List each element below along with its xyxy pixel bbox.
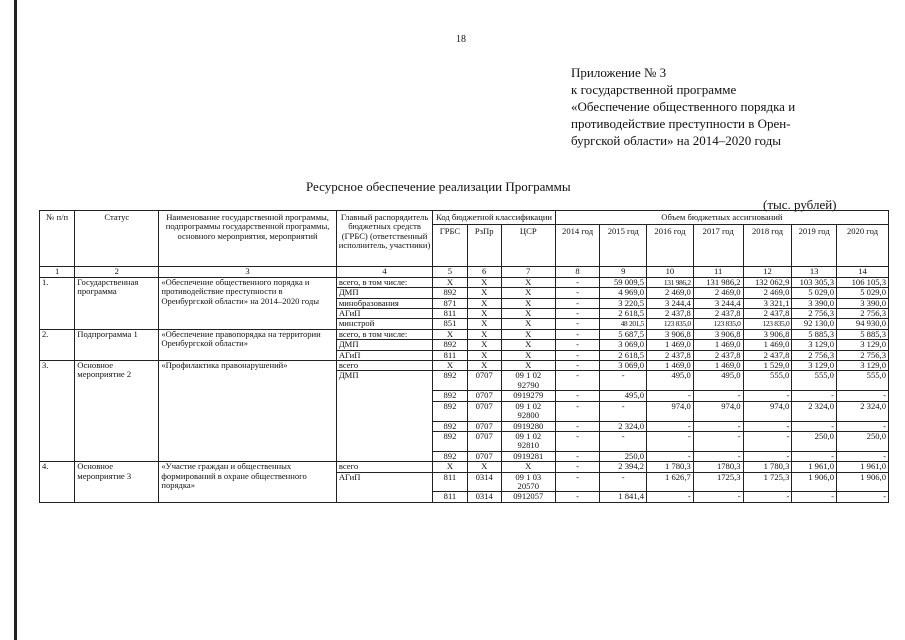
row-grbs: 811 [433,472,467,492]
row-csr: Х [501,298,555,308]
value-2017: 974,0 [693,401,743,421]
value-2016: - [647,451,694,461]
value-2014: - [555,472,600,492]
value-2020: - [836,492,888,502]
row-number: 1. [40,277,75,329]
header-year: 2018 год [743,225,792,267]
row-name: «Обеспечение общественного порядка и противодействие преступности в Оренбургской области» на 2014–2020 годы [159,277,336,329]
table-row [40,329,889,339]
value-2020: 1 961,0 [836,462,888,472]
row-rzpr: Х [467,319,501,329]
value-2015: 59 009,5 [600,277,647,287]
column-number: 3 [159,267,336,277]
row-rzpr: Х [467,350,501,360]
value-2018: 1 725,3 [743,472,792,492]
column-number: 4 [336,267,433,277]
appendix-line: к государственной программе [571,82,737,97]
value-2017: 2 437,8 [693,309,743,319]
header-status: Статус [75,211,159,267]
value-2014: - [555,340,600,350]
row-grbs: 892 [433,371,467,391]
row-rzpr: Х [467,277,501,287]
table-row [40,277,889,287]
row-rzpr: 0314 [467,492,501,502]
value-2016: 1 469,0 [647,340,694,350]
row-grbs: 892 [433,431,467,451]
column-number: 10 [647,267,694,277]
value-2017: 2 437,8 [693,350,743,360]
value-2019: 2 756,3 [792,350,837,360]
value-2016: 1 469,0 [647,361,694,371]
value-2017: 495,0 [693,371,743,391]
header-num: № п/п [40,211,75,267]
value-2020: 3 129,0 [836,361,888,371]
value-2018: 1 529,0 [743,361,792,371]
column-number: 2 [75,267,159,277]
value-2016: 2 437,8 [647,309,694,319]
value-2014: - [555,451,600,461]
value-2015: - [600,371,647,391]
header-row [40,211,889,225]
value-2014: - [555,298,600,308]
value-2014: - [555,492,600,502]
row-rzpr: 0707 [467,431,501,451]
value-2020: 3 390,0 [836,298,888,308]
value-2014: - [555,371,600,391]
row-grbs: 811 [433,350,467,360]
row-manager: АГиП [336,472,433,502]
value-2020: 2 756,3 [836,309,888,319]
value-2016: - [647,421,694,431]
row-csr: Х [501,277,555,287]
value-2016: - [647,391,694,401]
value-2018: 2 469,0 [743,288,792,298]
value-2016: 1 780,3 [647,462,694,472]
row-rzpr: Х [467,340,501,350]
value-2014: - [555,288,600,298]
row-manager: АГиП [336,309,433,319]
row-rzpr: Х [467,361,501,371]
value-2017: 1780,3 [693,462,743,472]
row-manager: всего [336,462,433,472]
row-grbs: Х [433,277,467,287]
column-number: 12 [743,267,792,277]
value-2018: 3 906,8 [743,329,792,339]
value-2014: - [555,421,600,431]
row-rzpr: Х [467,309,501,319]
row-csr: Х [501,361,555,371]
value-2020: 2 756,3 [836,350,888,360]
value-2019: 1 906,0 [792,472,837,492]
column-number: 6 [467,267,501,277]
value-2019: 5 885,3 [792,329,837,339]
value-2016: 495,0 [647,371,694,391]
row-grbs: 851 [433,319,467,329]
value-2016: 974,0 [647,401,694,421]
value-2017: - [693,391,743,401]
value-2020: 555,0 [836,371,888,391]
value-2014: - [555,277,600,287]
row-grbs: 871 [433,298,467,308]
left-margin-bar [14,0,17,640]
value-2015: 1 841,4 [600,492,647,502]
value-2020: 5 885,3 [836,329,888,339]
value-2020: 2 324,0 [836,401,888,421]
row-rzpr: 0707 [467,421,501,431]
row-grbs: Х [433,462,467,472]
row-rzpr: 0707 [467,451,501,461]
column-number-row [40,267,889,277]
value-2018: 555,0 [743,371,792,391]
value-2016: 3 906,8 [647,329,694,339]
value-2015: 2 618,5 [600,309,647,319]
units-label: (тыс. рублей) [763,197,837,212]
row-status: Подпрограмма 1 [75,329,159,360]
row-grbs: 892 [433,288,467,298]
appendix-line: «Обеспечение общественного порядка и [571,99,796,114]
appendix-note [571,64,795,149]
value-2015: 2 618,5 [600,350,647,360]
row-name: «Участие граждан и общественных формирований в охране общественного порядка» [159,462,336,503]
value-2015: - [600,401,647,421]
value-2019: 3 129,0 [792,340,837,350]
row-manager: всего, в том числе: [336,329,433,339]
value-2014: - [555,350,600,360]
column-number: 8 [555,267,600,277]
value-2017: - [693,421,743,431]
value-2017: 1 469,0 [693,361,743,371]
value-2015: 4 969,0 [600,288,647,298]
appendix-line: Приложение № 3 [571,65,667,80]
column-number: 9 [600,267,647,277]
value-2017: 123 835,0 [693,319,743,329]
value-2015: 250,0 [600,451,647,461]
value-2019: 103 305,3 [792,277,837,287]
row-grbs: 811 [433,492,467,502]
value-2019: - [792,421,837,431]
value-2018: - [743,492,792,502]
value-2018: 1 780,3 [743,462,792,472]
row-csr: Х [501,462,555,472]
page-number: 18 [456,34,466,45]
row-manager: всего, в том числе: [336,277,433,287]
value-2019: - [792,391,837,401]
value-2019: 1 961,0 [792,462,837,472]
value-2019: 2 756,3 [792,309,837,319]
row-number: 3. [40,361,75,462]
table-row [40,462,889,472]
value-2014: - [555,462,600,472]
row-manager: минобразования [336,298,433,308]
row-grbs: Х [433,329,467,339]
value-2020: - [836,451,888,461]
row-csr: 0919280 [501,421,555,431]
value-2016: 3 244,4 [647,298,694,308]
value-2019: 555,0 [792,371,837,391]
value-2020: 94 930,0 [836,319,888,329]
value-2020: 250,0 [836,431,888,451]
row-csr: 09 1 02 92800 [501,401,555,421]
value-2014: - [555,431,600,451]
header-volume-group: Объем бюджетных ассигнований [555,211,888,225]
value-2020: - [836,391,888,401]
row-csr: 0919281 [501,451,555,461]
row-status: Основное мероприятие 3 [75,462,159,503]
row-status: Основное мероприятие 2 [75,361,159,462]
row-number: 2. [40,329,75,360]
value-2017: 1725,3 [693,472,743,492]
column-number: 11 [693,267,743,277]
appendix-line: бургской области» на 2014–2020 годы [571,133,781,148]
value-2018: 3 321,1 [743,298,792,308]
value-2018: 974,0 [743,401,792,421]
value-2016: 2 469,0 [647,288,694,298]
header-rzpr: РзПр [467,225,501,267]
value-2015: - [600,431,647,451]
row-manager: всего [336,361,433,371]
column-number: 13 [792,267,837,277]
value-2017: - [693,431,743,451]
row-rzpr: Х [467,288,501,298]
value-2020: 106 105,3 [836,277,888,287]
value-2014: - [555,319,600,329]
value-2017: 1 469,0 [693,340,743,350]
value-2017: - [693,492,743,502]
row-rzpr: Х [467,329,501,339]
table-row [40,361,889,371]
column-number: 1 [40,267,75,277]
value-2016: 131 986,2 [647,277,694,287]
value-2018: - [743,421,792,431]
value-2017: 2 469,0 [693,288,743,298]
row-status: Государственная программа [75,277,159,329]
header-year: 2019 год [792,225,837,267]
row-manager: АГиП [336,350,433,360]
value-2016: 123 835,0 [647,319,694,329]
value-2018: 132 062,9 [743,277,792,287]
value-2015: 2 394,2 [600,462,647,472]
row-csr: 0919279 [501,391,555,401]
value-2019: - [792,492,837,502]
row-csr: 09 1 02 92790 [501,371,555,391]
column-number: 14 [836,267,888,277]
value-2020: 3 129,0 [836,340,888,350]
value-2019: 92 130,0 [792,319,837,329]
row-rzpr: 0314 [467,472,501,492]
row-grbs: 892 [433,421,467,431]
row-rzpr: 0707 [467,391,501,401]
row-csr: Х [501,350,555,360]
column-number: 5 [433,267,467,277]
value-2014: - [555,401,600,421]
row-csr: Х [501,340,555,350]
value-2015: 495,0 [600,391,647,401]
value-2018: - [743,391,792,401]
value-2019: 5 029,0 [792,288,837,298]
row-csr: Х [501,329,555,339]
value-2020: - [836,421,888,431]
row-rzpr: 0707 [467,371,501,391]
value-2018: 2 437,8 [743,309,792,319]
header-grbs: ГРБС [433,225,467,267]
value-2020: 1 906,0 [836,472,888,492]
row-rzpr: Х [467,462,501,472]
value-2020: 5 029,0 [836,288,888,298]
row-csr: 0912057 [501,492,555,502]
row-grbs: Х [433,361,467,371]
value-2014: - [555,391,600,401]
row-csr: 09 1 02 92810 [501,431,555,451]
header-year: 2016 год [647,225,694,267]
value-2015: 3 220,5 [600,298,647,308]
row-csr: 09 1 03 20570 [501,472,555,492]
row-csr: Х [501,319,555,329]
header-year: 2014 год [555,225,600,267]
row-name: «Профилактика правонарушений» [159,361,336,462]
row-grbs: 892 [433,391,467,401]
row-grbs: 892 [433,340,467,350]
value-2015: 5 687,5 [600,329,647,339]
value-2019: 250,0 [792,431,837,451]
value-2015: - [600,472,647,492]
value-2019: 2 324,0 [792,401,837,421]
column-number: 7 [501,267,555,277]
value-2015: 2 324,0 [600,421,647,431]
value-2019: 3 390,0 [792,298,837,308]
resource-table [39,210,889,503]
header-code-group: Код бюджетной классификации [433,211,555,225]
row-manager: ДМП [336,288,433,298]
row-manager: минстрой [336,319,433,329]
document-title: Ресурсное обеспечение реализации Программы [306,179,571,194]
row-csr: Х [501,309,555,319]
value-2016: - [647,492,694,502]
value-2017: 3 244,4 [693,298,743,308]
value-2014: - [555,361,600,371]
value-2018: - [743,431,792,451]
header-main-manager: Главный распорядитель бюджетных средств (ГРБС) (ответственный исполнитель, участники) [336,211,433,267]
value-2018: - [743,451,792,461]
appendix-line: противодействие преступности в Орен- [571,116,791,131]
value-2017: 3 906,8 [693,329,743,339]
value-2019: 3 129,0 [792,361,837,371]
value-2018: 1 469,0 [743,340,792,350]
row-number: 4. [40,462,75,503]
row-rzpr: Х [467,298,501,308]
header-csr: ЦСР [501,225,555,267]
value-2016: 1 626,7 [647,472,694,492]
value-2017: 131 986,2 [693,277,743,287]
value-2016: 2 437,8 [647,350,694,360]
header-year: 2020 год [836,225,888,267]
row-manager: ДМП [336,340,433,350]
value-2014: - [555,309,600,319]
row-name: «Обеспечение правопорядка на территории Оренбургской области» [159,329,336,360]
value-2015: 3 069,0 [600,361,647,371]
row-grbs: 892 [433,451,467,461]
row-manager: ДМП [336,371,433,462]
header-year: 2017 год [693,225,743,267]
value-2018: 123 835,0 [743,319,792,329]
value-2017: - [693,451,743,461]
value-2015: 3 069,0 [600,340,647,350]
value-2016: - [647,431,694,451]
header-year: 2015 год [600,225,647,267]
row-rzpr: 0707 [467,401,501,421]
row-grbs: 811 [433,309,467,319]
row-grbs: 892 [433,401,467,421]
value-2019: - [792,451,837,461]
value-2014: - [555,329,600,339]
value-2018: 2 437,8 [743,350,792,360]
row-csr: Х [501,288,555,298]
header-name: Наименование государственной программы, подпрограммы государственной программы, основного мероприятия, мероприятий [159,211,336,267]
value-2015: 48 201,5 [600,319,647,329]
